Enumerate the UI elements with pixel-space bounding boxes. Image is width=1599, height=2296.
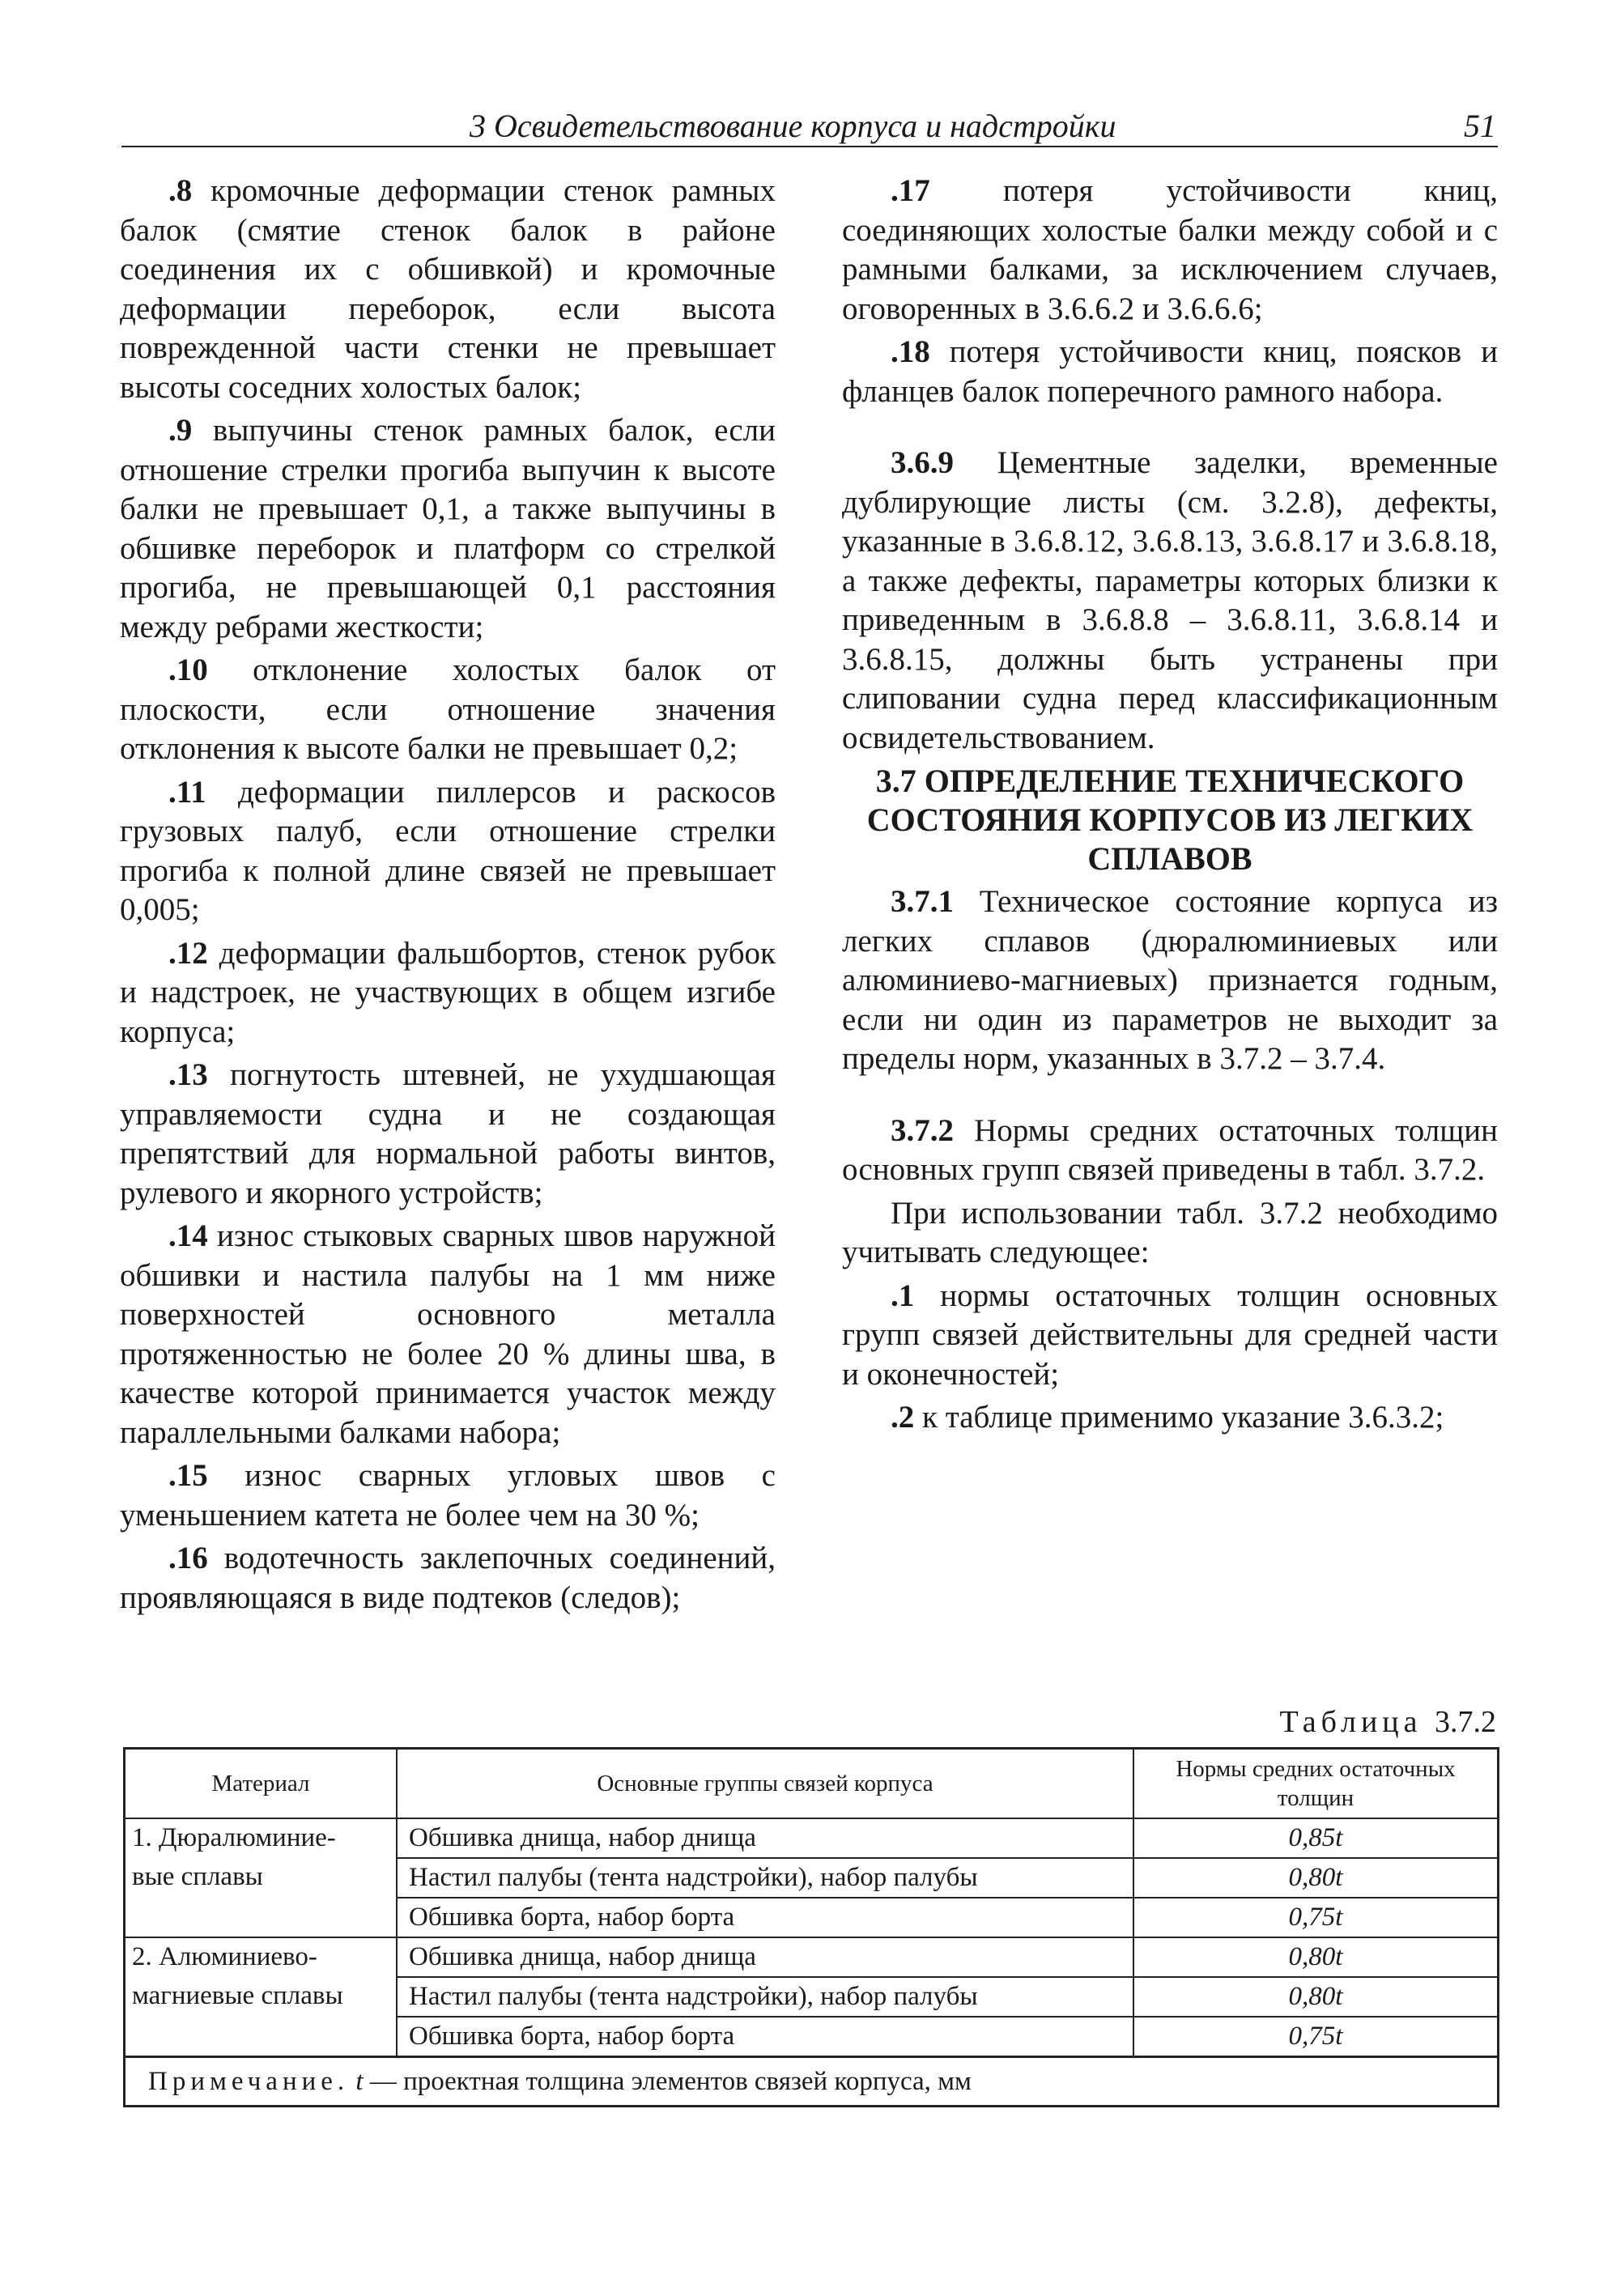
right-column <box>842 172 1498 1442</box>
list-item: .18 потеря устойчивости книц, поясков и фланцев балок поперечного рамного набора. <box>842 334 1498 409</box>
table-note-row <box>125 2057 1497 2106</box>
table-row: магниевые сплавы Настил палубы (тента надстройки), набор палубы 0,80t <box>125 1977 1497 2017</box>
list-item: .10 отклонение холостых балок от плоскости, если отношение значения отклонения к высоте балки не превышает 0,2; <box>120 653 776 766</box>
list-item: .9 выпучины стенок рамных балок, если отношение стрелки прогиба выпучин к высоте балки не превышает 0,1, а также выпучины в обшивке переборок и платформ со стрелкой прогиба, не превышающей 0,1 расстояния между ребрами жесткости; <box>120 413 776 644</box>
paragraph-3-6-9: 3.6.9 Цементные заделки, временные дублирующие листы (см. 3.2.8), дефекты, указанные в 3.6.8.12, 3.6.8.13, 3.6.8.17 и 3.6.8.18, а также дефекты, параметры которых близки к приведенным в 3.6.8.8 – 3.6.8.11, 3.6.8.14 и 3.6.8.15, должны быть устранены при слиповании судна перед классификационным освидетельствованием. <box>842 445 1498 755</box>
page-number: 51 <box>1464 108 1496 144</box>
list-item: .13 погнутость штевней, не ухудшающая управляемости судна и не создающая препятствий для нормальной работы винтов, рулевого и якорного устройств; <box>120 1057 776 1210</box>
column-header-material: Материал <box>125 1750 397 1818</box>
list-item: .11 деформации пиллерсов и раскосов грузовых палуб, если отношение стрелки прогиба к полной длине связей не превышает 0,005; <box>120 774 776 927</box>
paragraph-3-7-1: 3.7.1 Техническое состояние корпуса из легких сплавов (дюралюминиевых или алюминиево-магниевых) признается годным, если ни один из параметров не выходит за пределы норм, указанных в 3.7.2 – 3.7.4. <box>842 884 1499 1076</box>
table-row: 1. Дюралюминие- Обшивка днища, набор днища 0,85t <box>125 1818 1497 1858</box>
list-item: .15 износ сварных угловых швов с уменьшением катета не более чем на 30 %; <box>120 1458 776 1533</box>
list-item: .14 износ стыковых сварных швов наружной обшивки и настила палубы на 1 мм ниже поверхностей основного металла протяженностью не более 20 % длины шва, в качестве которой принимается участок между параллельными балками набора; <box>120 1218 776 1450</box>
left-column <box>120 172 776 1622</box>
note-text: — проектная толщина элементов связей корпуса, мм <box>363 2067 972 2096</box>
column-header-groups: Основные группы связей корпуса <box>397 1750 1133 1818</box>
list-item: .16 водотечность заклепочных соединений, проявляющаяся в виде подтеков (следов); <box>120 1541 776 1615</box>
section-heading: 3.7 ОПРЕДЕЛЕНИЕ ТЕХНИЧЕСКОГО СОСТОЯНИЯ КОРПУСОВ ИЗ ЛЕГКИХ СПЛАВОВ <box>866 763 1474 877</box>
list-item: .1 нормы остаточных толщин основных групп связей действительны для средней части и оконечностей; <box>842 1278 1498 1392</box>
table-row: вые сплавы Настил палубы (тента надстройки), набор палубы 0,80t <box>125 1858 1497 1898</box>
table-caption-number: 3.7.2 <box>1435 1705 1496 1739</box>
table-note <box>125 2057 1497 2106</box>
column-header-norms: Нормы средних остаточных толщин <box>1133 1750 1497 1818</box>
paragraph-usage: При использовании табл. 3.7.2 необходимо учитывать следующее: <box>842 1195 1498 1269</box>
paragraph-3-7-2: 3.7.2 Нормы средних остаточных толщин основных групп связей приведены в табл. 3.7.2. <box>842 1112 1498 1187</box>
norms-table <box>123 1747 1499 2107</box>
table-caption <box>1279 1704 1496 1740</box>
list-item: .12 деформации фальшбортов, стенок рубок и надстроек, не участвующих в общем изгибе корпуса; <box>120 935 776 1049</box>
table-row: 2. Алюминиево- Обшивка днища, набор днища 0,80t <box>125 1937 1497 1977</box>
list-item: .2 к таблице применимо указание 3.6.3.2; <box>891 1400 1444 1435</box>
note-label: Примечание. <box>148 2067 350 2096</box>
running-title: 3 Освидетельствование корпуса и надстройки <box>470 108 1116 144</box>
table-row: Обшивка борта, набор борта 0,75t <box>125 2017 1497 2057</box>
list-item: .17 потеря устойчивости книц, соединяющих холостые балки между собой и с рамными балками, за исключением случаев, оговоренных в 3.6.6.2 и 3.6.6.6; <box>842 173 1499 326</box>
running-header <box>121 104 1498 147</box>
table-row: Обшивка борта, набор борта 0,75t <box>125 1898 1497 1937</box>
table-caption-word: Таблица <box>1279 1705 1423 1739</box>
list-item: .8 кромочные деформации стенок рамных балок (смятие стенок балок в районе соединения их с обшивкой) и кромочные деформации переборок, если высота поврежденной части стенки не превышает высоты соседних холостых балок; <box>120 173 776 405</box>
table-header-row <box>125 1750 1497 1818</box>
note-symbol: t <box>355 2067 364 2096</box>
